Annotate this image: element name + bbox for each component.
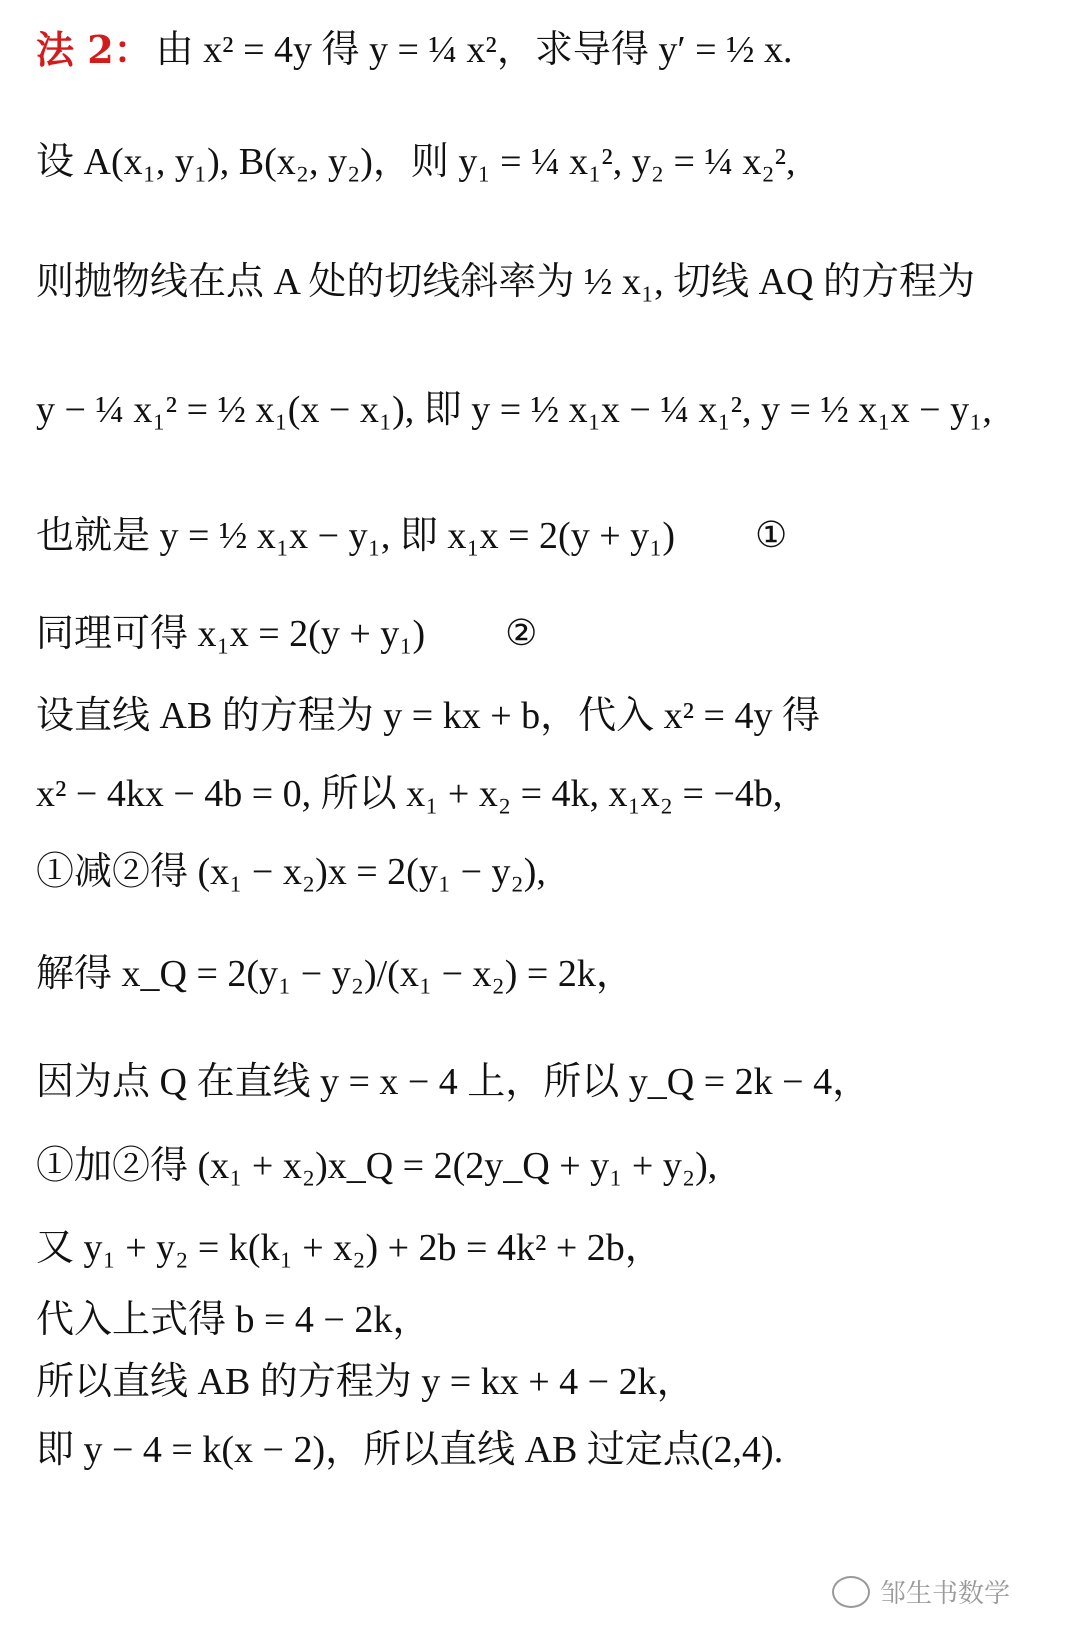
method-label: 法 2： <box>36 27 152 72</box>
wechat-logo-icon <box>832 1576 870 1608</box>
line-6-text: 同理可得 x₁x = 2(y + y₁) <box>36 613 426 655</box>
line-16-text: 即 y − 4 = k(x − 2)，所以直线 AB 过定点(2,4). <box>36 1429 784 1471</box>
solution-line-14 <box>36 1290 1060 1350</box>
line-11-text: 因为点 Q 在直线 y = x − 4 上，所以 y_Q = 2k − 4， <box>36 1061 871 1103</box>
line-3-text: 则抛物线在点 A 处的切线斜率为 ½ x₁, 切线 AQ 的方程为 <box>36 261 975 303</box>
line-10-text: 解得 x_Q = 2(y₁ − y₂)/(x₁ − x₂) = 2k， <box>36 953 634 995</box>
line-4-text: y − ¼ x₁² = ½ x₁(x − x₁), 即 y = ½ x₁x − ¼ x₁², y = ½ x₁x − y₁, <box>36 389 992 431</box>
line-14-text: 代入上式得 b = 4 − 2k， <box>36 1299 431 1341</box>
watermark <box>832 1573 1010 1610</box>
solution-line-7 <box>36 686 1060 746</box>
line-9-text: ①减②得 (x₁ − x₂)x = 2(y₁ − y₂), <box>36 851 546 893</box>
solution-line-3 <box>36 232 1060 332</box>
line-2-text: 设 A(x₁, y₁), B(x₂, y₂)，则 y₁ = ¼ x₁², y₂ = ¼ x₂², <box>36 141 796 183</box>
line-1-text: 由 x² = 4y 得 y = ¼ x²，求导得 y′ = ½ x. <box>155 29 793 71</box>
solution-line-15 <box>36 1352 1060 1412</box>
line-7-text: 设直线 AB 的方程为 y = kx + b，代入 x² = 4y 得 <box>36 695 820 737</box>
solution-line-12 <box>36 1136 1060 1196</box>
solution-line-10 <box>36 924 1060 1024</box>
line-5-text: 也就是 y = ½ x₁x − y₁, 即 x₁x = 2(y + y₁) <box>36 515 676 557</box>
solution-line-13 <box>36 1218 1060 1278</box>
solution-line-11 <box>36 1052 1060 1112</box>
solution-line-1 <box>36 0 1060 100</box>
solution-line-5 <box>36 486 1060 586</box>
line-15-text: 所以直线 AB 的方程为 y = kx + 4 − 2k， <box>36 1361 695 1403</box>
solution-line-9 <box>36 842 1060 902</box>
line-12-text: ①加②得 (x₁ + x₂)x_Q = 2(2y_Q + y₁ + y₂), <box>36 1145 718 1187</box>
equation-marker-1: ① <box>755 515 788 556</box>
solution-line-2 <box>36 112 1060 212</box>
watermark-text: 邹生书数学 <box>879 1579 1010 1609</box>
line-13-text: 又 y₁ + y₂ = k(k₁ + x₂) + 2b = 4k² + 2b， <box>36 1227 663 1269</box>
solution-line-8 <box>36 764 1060 824</box>
solution-line-16 <box>36 1420 1060 1480</box>
solution-line-6 <box>36 604 1060 664</box>
line-8-text: x² − 4kx − 4b = 0, 所以 x₁ + x₂ = 4k, x₁x₂ = −4b, <box>36 773 783 815</box>
solution-line-4 <box>36 360 1060 460</box>
equation-marker-2: ② <box>505 613 538 654</box>
